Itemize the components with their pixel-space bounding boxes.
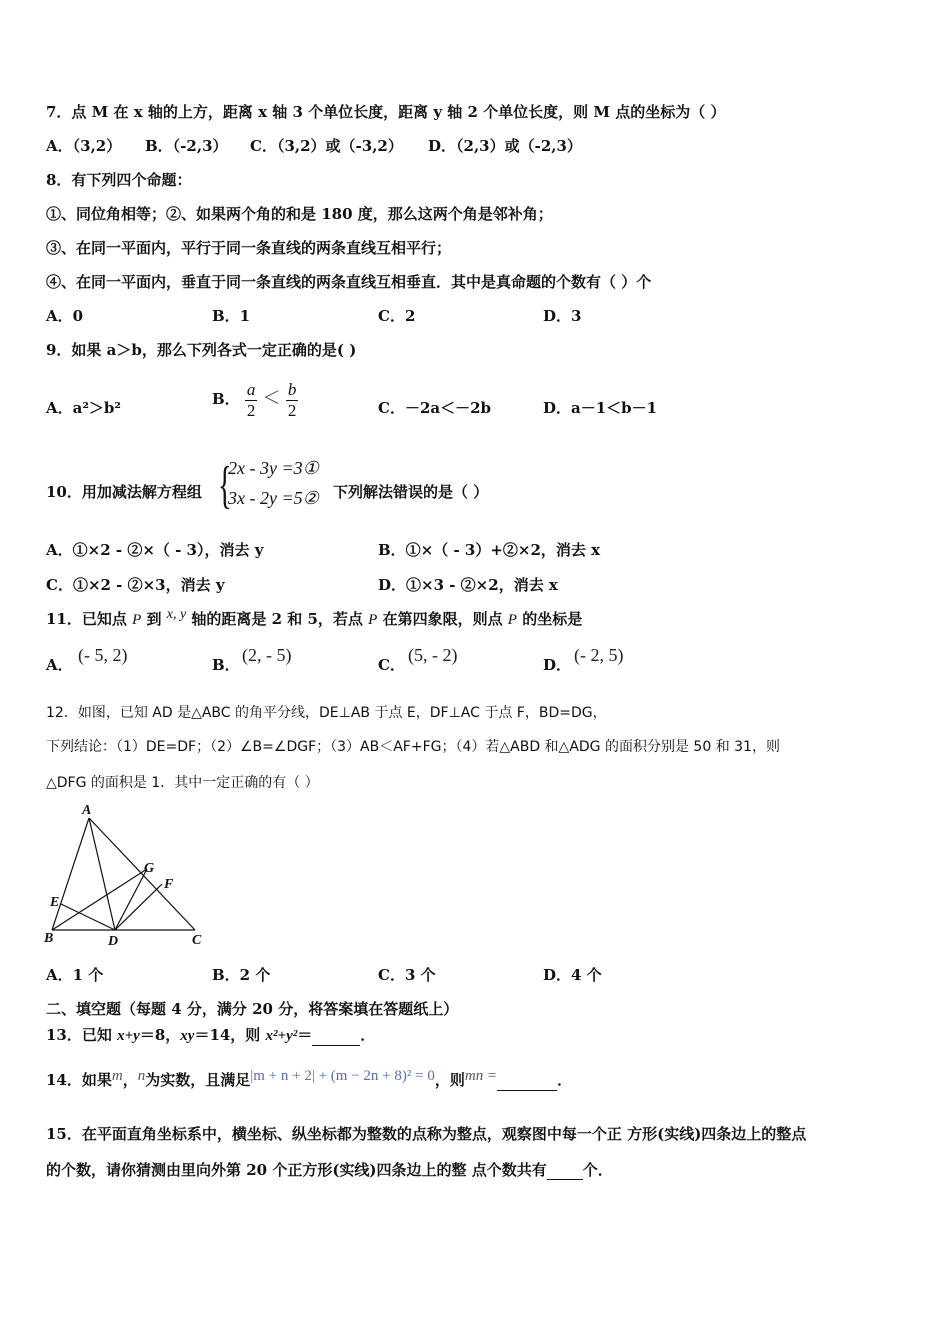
label-b: B xyxy=(44,931,54,946)
segment-ad xyxy=(89,818,115,930)
q12-stem: 12．如图，已知 AD 是△ABC 的角平分线，DE⊥AB 于点 E，DF⊥AC 于点 F，BD=DG， xyxy=(46,705,607,721)
q11-text: 轴的距离是 2 和 5，若点 xyxy=(186,610,369,628)
point-p: P xyxy=(368,612,378,628)
q11-option-b-label: B． xyxy=(212,656,240,674)
q9-option-b xyxy=(212,376,298,421)
q9-option-b-label: B． xyxy=(212,390,240,408)
q12-conclusions: 下列结论：（1）DE=DF；（2）∠B=∠DGF；（3）AB＜AF+FG；（4）若△ABD 和△ADG 的面积分别是 50 和 31，则 xyxy=(46,739,780,755)
q9-option-a: A．a²＞b² xyxy=(46,399,121,417)
q15-line-2 xyxy=(46,1160,613,1180)
q14-text: ，则 xyxy=(434,1071,465,1089)
triangle-figure xyxy=(40,800,220,950)
section-2-heading: 二、填空题（每题 4 分，满分 20 分，将答案填在答题纸上） xyxy=(46,1000,459,1018)
q11-option-a-label: A． xyxy=(46,656,73,674)
equation-1: 2x - 3y =3① xyxy=(228,458,319,478)
q15-line-1: 15．在平面直角坐标系中，横坐标、纵坐标都为整数的点称为整点，观察图中每一个正 方形(实线)四条边上的整点 xyxy=(46,1125,807,1143)
q11-text: 在第四象限，则点 xyxy=(377,610,508,628)
q9-stem: 9．如果 a＞b，那么下列各式一定正确的是( ) xyxy=(46,341,357,359)
equation-system xyxy=(218,456,338,516)
q10-stem-after: 下列解法错误的是（ ） xyxy=(333,483,489,501)
q14-separator: ， xyxy=(122,1071,138,1089)
q14-text: 14．如果 xyxy=(46,1071,112,1089)
q7-option-a: A．（3,2） xyxy=(46,137,122,155)
point-p: P xyxy=(132,612,142,628)
q12-option-c: C．3 个 xyxy=(378,966,436,984)
point-p: P xyxy=(507,612,517,628)
answer-blank[interactable] xyxy=(547,1179,583,1180)
q11-option-d-label: D． xyxy=(543,656,572,674)
q11-stem xyxy=(46,609,582,631)
q11-text: 到 xyxy=(141,610,167,628)
q14-target: mn = xyxy=(464,1068,498,1084)
q13-condition-sum: x+y xyxy=(117,1028,140,1044)
segment-de xyxy=(61,904,115,930)
q10-option-a: A．①×2 - ②×（ - 3），消去 y xyxy=(46,541,264,559)
q12-option-a: A．1 个 xyxy=(46,966,104,984)
q7-option-c: C．（3,2）或（-3,2） xyxy=(250,137,403,155)
q8-proposition-line-1: ①、同位角相等；②、如果两个角的和是 180 度，那么这两个角是邻补角； xyxy=(46,205,553,223)
q14-condition-expression: |m + n + 2| + (m − 2n + 8)² = 0 xyxy=(250,1068,435,1084)
q12-question: △DFG 的面积是 1．其中一定正确的有（ ） xyxy=(46,775,319,791)
q13-text: 13．已知 xyxy=(46,1026,118,1044)
fraction-a-over-2 xyxy=(245,380,258,421)
q13-text: ＝ xyxy=(297,1026,313,1044)
q13-text: ＝14，则 xyxy=(194,1026,266,1044)
q8-option-b: B．1 xyxy=(212,307,251,325)
xy-axes: x, y xyxy=(166,607,187,622)
q11-text: 的坐标是 xyxy=(516,610,583,628)
fraction-numerator: a xyxy=(246,379,256,399)
left-brace: { xyxy=(218,457,232,514)
q8-stem: 8．有下列四个命题： xyxy=(46,171,192,189)
answer-blank[interactable] xyxy=(312,1045,360,1046)
segment-bg xyxy=(52,869,147,930)
label-c: C xyxy=(192,933,202,948)
q13-target: x²+y² xyxy=(265,1028,298,1044)
q13-line xyxy=(46,1025,375,1046)
q10-stem-before: 10．用加减法解方程组 xyxy=(46,483,202,501)
less-than-sign: ＜ xyxy=(262,388,281,408)
fraction-b-over-2 xyxy=(286,380,299,421)
q8-proposition-line-2: ③、在同一平面内，平行于同一条直线的两条直线互相平行； xyxy=(46,239,452,257)
label-f: F xyxy=(164,877,174,892)
variable-m: m xyxy=(111,1068,123,1084)
q11-text: 11．已知点 xyxy=(46,610,133,628)
q11-option-d-value: (- 2, 5) xyxy=(574,645,624,665)
q11-option-a-value: (- 5, 2) xyxy=(78,645,128,665)
fraction-denominator: 2 xyxy=(246,400,256,420)
q11-option-c-value: (5, - 2) xyxy=(408,645,458,665)
q8-option-d: D．3 xyxy=(543,307,582,325)
q10-option-d: D．①×3 - ②×2，消去 x xyxy=(378,576,558,594)
q11-option-c-label: C． xyxy=(378,656,405,674)
q12-option-b: B．2 个 xyxy=(212,966,271,984)
answer-blank[interactable] xyxy=(497,1090,557,1091)
q13-condition-product: xy xyxy=(180,1028,195,1044)
q15-text-end: 个． xyxy=(582,1161,613,1179)
q8-option-c: C．2 xyxy=(378,307,416,325)
q10-option-b: B．①×（ - 3）+②×2，消去 x xyxy=(378,541,601,559)
fraction-numerator: b xyxy=(287,379,297,399)
segment-ac xyxy=(89,818,195,930)
q7-stem: 7．点 M 在 x 轴的上方，距离 x 轴 3 个单位长度，距离 y 轴 2 个单位长度，则 M 点的坐标为（ ） xyxy=(46,103,726,121)
q10-option-c: C．①×2 - ②×3，消去 y xyxy=(46,576,225,594)
label-d: D xyxy=(108,934,119,949)
q13-text: ＝8， xyxy=(139,1026,181,1044)
equation-2: 3x - 2y =5② xyxy=(228,488,319,508)
segment-dg xyxy=(115,869,147,930)
q8-option-a: A．0 xyxy=(46,307,84,325)
q7-option-d: D．（2,3）或（-2,3） xyxy=(428,137,582,155)
variable-n: n xyxy=(137,1068,146,1084)
label-a: A xyxy=(82,803,92,818)
q14-end: ． xyxy=(557,1071,573,1089)
segment-ab xyxy=(52,818,89,930)
q8-proposition-line-3: ④、在同一平面内，垂直于同一条直线的两条直线互相垂直．其中是真命题的个数有（ ）个 xyxy=(46,273,652,291)
q9-option-c: C．－2a＜－2b xyxy=(378,399,492,417)
q12-option-d: D．4 个 xyxy=(543,966,602,984)
fraction-denominator: 2 xyxy=(287,400,297,420)
q7-option-b: B．（-2,3） xyxy=(145,137,228,155)
label-g: G xyxy=(144,861,155,876)
q14-text: 为实数，且满足 xyxy=(145,1071,251,1089)
q11-option-b-value: (2, - 5) xyxy=(242,645,292,665)
label-e: E xyxy=(50,895,60,910)
q9-option-d: D．a－1＜b－1 xyxy=(543,399,658,417)
q13-end: ． xyxy=(360,1026,376,1044)
q14-line xyxy=(46,1070,572,1091)
segment-df xyxy=(115,884,162,930)
q15-text: 的个数，请你猜测由里向外第 20 个正方形(实线)四条边上的整 点个数共有 xyxy=(46,1161,547,1179)
